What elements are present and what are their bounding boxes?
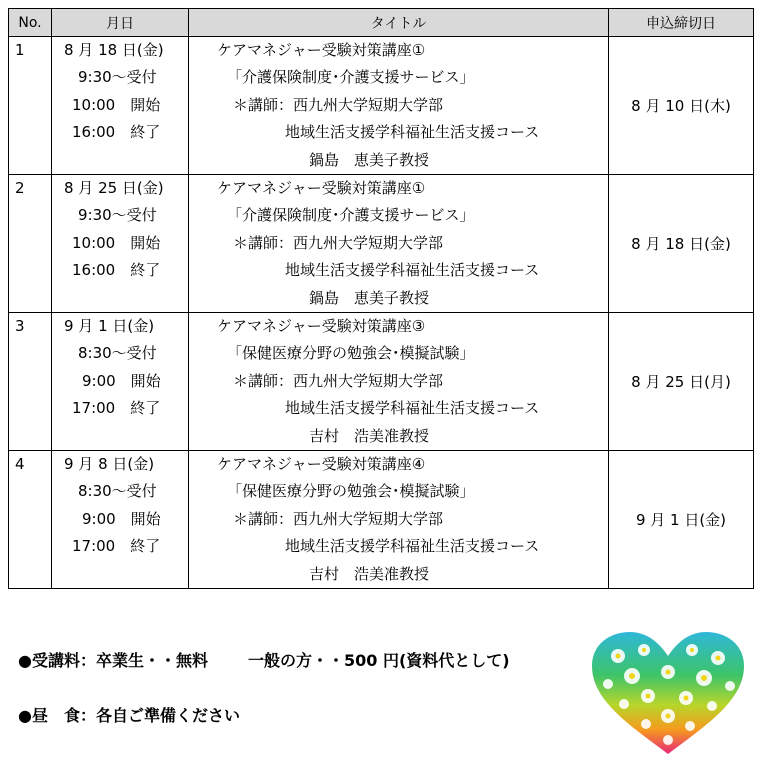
table-row <box>9 451 754 589</box>
row-title <box>189 451 609 589</box>
lecturer: ＊講師：西九州大学短期大学部 <box>233 233 444 252</box>
reception-time: 8:30～受付 <box>78 482 157 501</box>
end-time: 17:00 終了 <box>72 537 161 556</box>
header-no: No. <box>9 9 52 37</box>
row-number: 2 <box>9 175 52 313</box>
row-deadline: 8 月 10 日(木) <box>609 37 754 175</box>
teacher-name: 鍋島 恵美子教授 <box>309 150 430 169</box>
row-deadline: 8 月 18 日(金) <box>609 175 754 313</box>
fee-general: 一般の方・・500 円(資料代として) <box>247 651 510 670</box>
course-name: ケアマネジャー受験対策講座③ <box>217 317 426 335</box>
course-subtitle: 「介護保険制度･介護支援サービス」 <box>227 68 475 87</box>
start-time: 9:00 開始 <box>82 509 161 528</box>
lecturer: ＊講師：西九州大学短期大学部 <box>233 509 444 528</box>
row-date <box>52 175 189 313</box>
date-text: 9 月 1 日(金) <box>64 317 155 335</box>
course-name: ケアマネジャー受験対策講座① <box>217 41 426 59</box>
header-deadline: 申込締切日 <box>609 9 754 37</box>
course-name: ケアマネジャー受験対策講座④ <box>217 455 426 473</box>
reception-time: 8:30～受付 <box>78 344 157 363</box>
department: 地域生活支援学科福祉生活支援コース <box>285 123 540 142</box>
department: 地域生活支援学科福祉生活支援コース <box>285 537 540 556</box>
schedule-table <box>8 8 754 589</box>
date-text: 8 月 25 日(金) <box>64 179 164 197</box>
department: 地域生活支援学科福祉生活支援コース <box>285 261 540 280</box>
start-time: 9:00 開始 <box>82 371 161 390</box>
department: 地域生活支援学科福祉生活支援コース <box>285 399 540 418</box>
row-date <box>52 37 189 175</box>
teacher-name: 吉村 浩美准教授 <box>309 426 430 445</box>
header-title: タイトル <box>189 9 609 37</box>
start-time: 10:00 開始 <box>72 95 161 114</box>
row-number: 3 <box>9 313 52 451</box>
table-row <box>9 313 754 451</box>
start-time: 10:00 開始 <box>72 233 161 252</box>
teacher-name: 鍋島 恵美子教授 <box>309 288 430 307</box>
course-name: ケアマネジャー受験対策講座① <box>217 179 426 197</box>
lecturer: ＊講師：西九州大学短期大学部 <box>233 95 444 114</box>
table-header-row <box>9 9 754 37</box>
row-title <box>189 37 609 175</box>
table-row <box>9 37 754 175</box>
course-subtitle: 「介護保険制度･介護支援サービス」 <box>227 206 475 225</box>
end-time: 17:00 終了 <box>72 399 161 418</box>
header-date: 月日 <box>52 9 189 37</box>
date-text: 9 月 8 日(金) <box>64 455 155 473</box>
row-number: 4 <box>9 451 52 589</box>
teacher-name: 吉村 浩美准教授 <box>309 564 430 583</box>
row-deadline: 9 月 1 日(金) <box>609 451 754 589</box>
lecturer: ＊講師：西九州大学短期大学部 <box>233 371 444 390</box>
end-time: 16:00 終了 <box>72 123 161 142</box>
lunch-note: ●昼 食：各自ご準備ください <box>18 706 240 725</box>
row-title <box>189 313 609 451</box>
fee-graduate: ●受講料：卒業生・・無料 <box>18 651 208 670</box>
reception-time: 9:30～受付 <box>78 68 157 87</box>
row-deadline: 8 月 25 日(月) <box>609 313 754 451</box>
table-row <box>9 175 754 313</box>
course-subtitle: 「保健医療分野の勉強会･模擬試験」 <box>227 482 475 501</box>
end-time: 16:00 終了 <box>72 261 161 280</box>
course-subtitle: 「保健医療分野の勉強会･模擬試験」 <box>227 344 475 363</box>
row-date <box>52 451 189 589</box>
flower-heart-icon <box>588 628 748 758</box>
date-text: 8 月 18 日(金) <box>64 41 164 59</box>
row-title <box>189 175 609 313</box>
row-number: 1 <box>9 37 52 175</box>
reception-time: 9:30～受付 <box>78 206 157 225</box>
row-date <box>52 313 189 451</box>
fee-note <box>18 648 510 671</box>
